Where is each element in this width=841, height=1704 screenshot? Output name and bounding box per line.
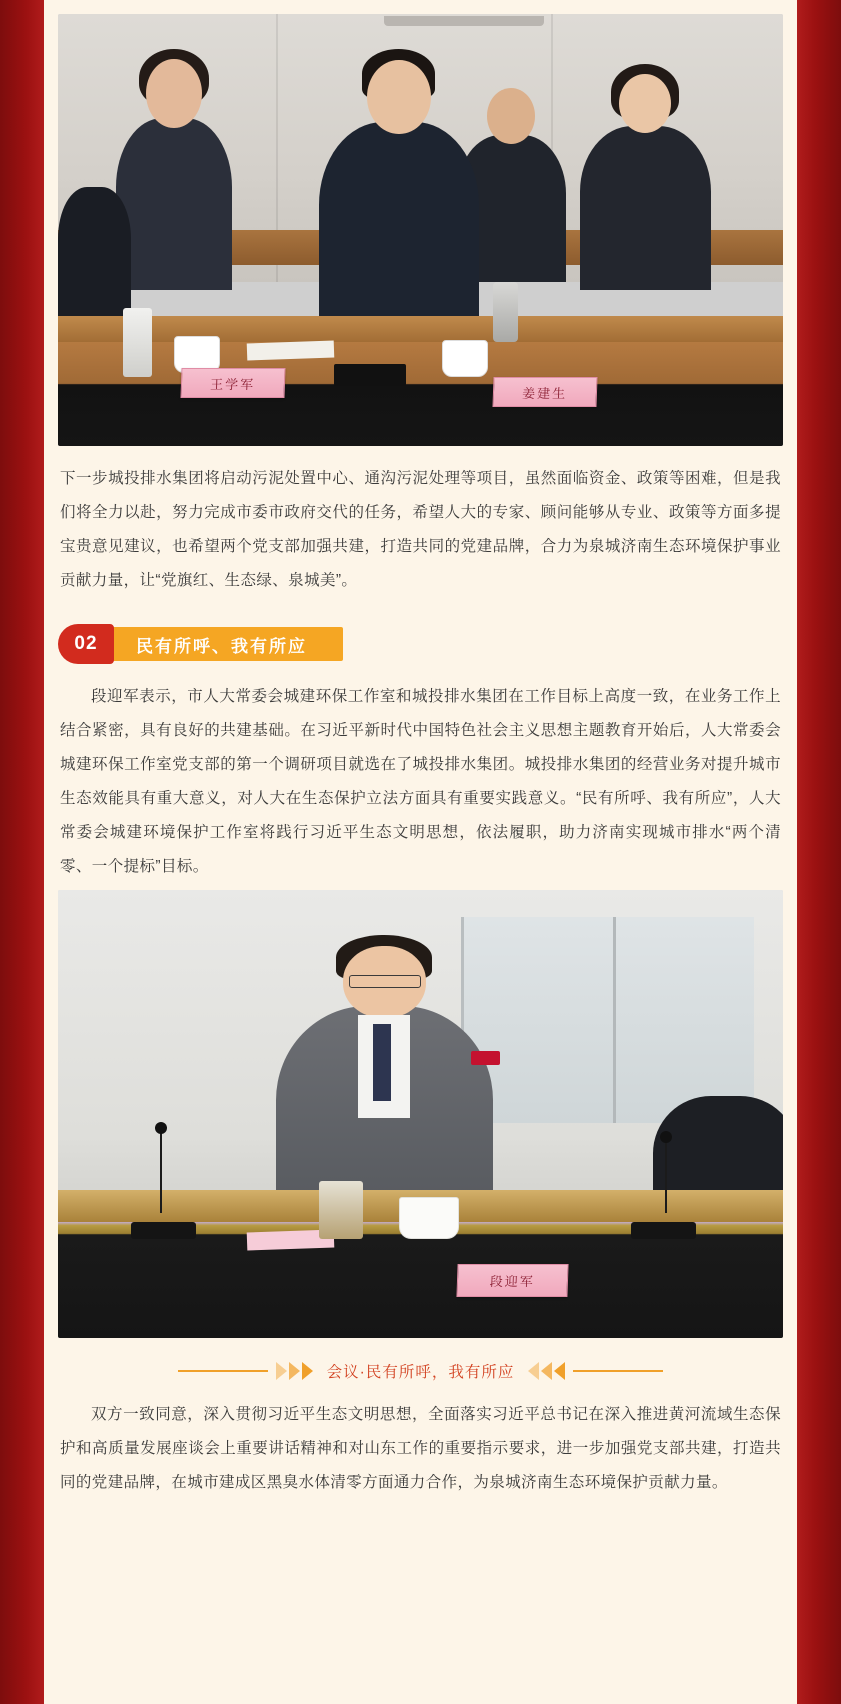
paragraph-two: 段迎军表示，市人大常委会城建环保工作室和城投排水集团在工作目标上高度一致，在业务工作上结合紧密，具有良好的共建基础。在习近平新时代中国特色社会主义思想主题教育开始后，人大常委会城建环保工作室党支部的第一个调研项目就选在了城投排水集团。城投排水集团的经营业务对提升城市生态效能具有重大意义，对人大在生态保护立法方面具有重要实践意义。“民有所呼、我有所应”，人大常委会城建环境保护工作室将践行习近平生态文明思想，依法履职，助力济南实现城市排水“两个清零、一个提标”目标。 — [60, 688, 781, 875]
head — [146, 59, 202, 128]
glasses-icon — [349, 975, 421, 988]
documents — [246, 341, 334, 361]
decorative-left-rail — [0, 0, 44, 1704]
party-emblem-badge — [471, 1051, 500, 1064]
head — [487, 88, 535, 144]
decorative-right-rail — [797, 0, 841, 1704]
front-tabletop — [58, 316, 783, 342]
person-speaking-center — [319, 122, 479, 329]
arrows-right-icon — [276, 1362, 313, 1380]
person-foreground-left — [58, 187, 131, 317]
section-title: 民有所呼、我有所应 — [106, 627, 343, 661]
thermos-flask — [493, 282, 518, 342]
water-bottle — [123, 308, 152, 377]
caption-text: 会议·民有所呼，我有所应 — [326, 1364, 515, 1381]
caption-line-right — [573, 1365, 663, 1377]
meeting-photo-bottom — [58, 890, 783, 1338]
glass-jar — [319, 1181, 363, 1239]
nameplate: 姜建生 — [492, 377, 597, 407]
microphone — [160, 1132, 162, 1213]
window — [461, 917, 754, 1123]
nameplate: 段迎军 — [456, 1264, 568, 1297]
section-heading — [58, 624, 783, 664]
tea-cup — [399, 1197, 459, 1239]
section-number-badge: 02 — [58, 624, 114, 664]
article-content — [44, 0, 797, 1530]
head — [619, 74, 671, 133]
projector-screen-housing — [384, 16, 544, 26]
arrows-left-icon — [528, 1362, 565, 1380]
head — [367, 60, 431, 135]
nameplate: 王学军 — [181, 368, 286, 398]
meeting-photo-top — [58, 14, 783, 446]
front-table — [58, 342, 783, 446]
microphone — [665, 1141, 667, 1213]
microphone-base — [131, 1222, 196, 1240]
photo-caption — [58, 1360, 783, 1382]
microphone-base — [334, 364, 407, 386]
person-right — [580, 126, 711, 290]
paragraph-three: 双方一致同意，深入贯彻习近平生态文明思想，全面落实习近平总书记在深入推进黄河流域生态保护和高质量发展座谈会上重要讲话精神和对山东工作的重要指示要求，进一步加强党支部共建，打造共同的党建品牌，在城市建成区黑臭水体清零方面通力合作，为泉城济南生态环境保护贡献力量。 — [60, 1406, 781, 1491]
person-left — [116, 118, 232, 291]
tea-cup — [442, 340, 488, 377]
microphone-base — [631, 1222, 696, 1240]
paragraph-one: 下一步城投排水集团将启动污泥处置中心、通沟污泥处理等项目，虽然面临资金、政策等困难，但是我们将全力以赴，努力完成市委市政府交代的任务，希望人大的专家、顾问能够从专业、政策等方面多提宝贵意见建议，也希望两个党支部加强共建，打造共同的党建品牌，合力为泉城济南生态环境保护事业贡献力量，让“党旗红、生态绿、泉城美”。 — [60, 470, 781, 589]
window-frame-bar — [613, 917, 616, 1123]
caption-line-left — [178, 1365, 268, 1377]
necktie — [373, 1024, 390, 1100]
